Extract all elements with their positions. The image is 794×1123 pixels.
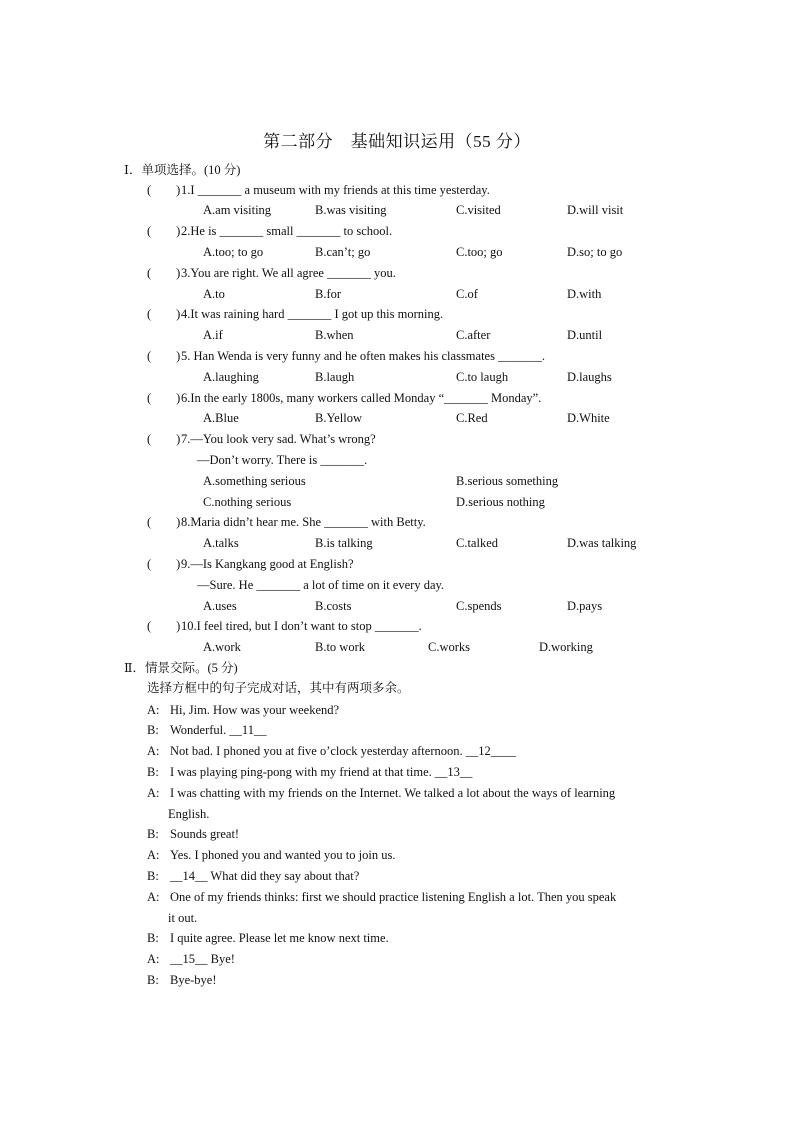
question-5 [147, 346, 545, 366]
option-b: B.serious something [456, 474, 559, 488]
option-c: C.to laugh [456, 370, 509, 384]
dialogue-text: One of my friends thinks: first we should practice listening English a lot. Then you speak [170, 890, 617, 904]
option-b: B.when [315, 328, 354, 342]
section-1-heading: Ⅰ．单项选择。(10 分) [124, 163, 241, 177]
answer-blank-14: __14__ [170, 869, 208, 883]
speaker-label: A: [147, 703, 160, 717]
question-stem: 10.I feel tired, but I don’t want to stop _______. [181, 619, 422, 633]
dialogue-continuation: it out. [168, 911, 198, 925]
section-2-instruction: 选择方框中的句子完成对话，其中有两项多余。 [147, 681, 410, 695]
question-stem-reply: —Sure. He _______ a lot of time on it every day. [197, 578, 445, 592]
option-a: A.too; to go [203, 245, 264, 259]
question-9 [147, 554, 354, 574]
dialogue-line [0, 762, 794, 782]
speaker-label: B: [147, 723, 159, 737]
option-a: A.to [203, 287, 225, 301]
dialogue-line [0, 949, 794, 969]
speaker-label: A: [147, 952, 160, 966]
question-1 [147, 180, 490, 200]
question-stem: 9.—Is Kangkang good at English? [181, 557, 354, 571]
answer-blank-11: __11__ [229, 723, 267, 737]
option-c: C.Red [456, 411, 488, 425]
dialogue-text: Sounds great! [170, 827, 240, 841]
option-d: D.will visit [567, 203, 624, 217]
question-2 [147, 221, 392, 241]
dialogue-text: Bye-bye! [170, 973, 217, 987]
dialogue-text: What did they say about that? [207, 869, 360, 883]
option-b: B.Yellow [315, 411, 363, 425]
answer-bracket: ( ) [147, 557, 181, 571]
page-title: 第二部分 基础知识运用（55 分） [263, 132, 531, 151]
dialogue-text: I was chatting with my friends on the Internet. We talked a lot about the ways of learning [170, 786, 616, 800]
option-b: B.was visiting [315, 203, 387, 217]
speaker-label: A: [147, 786, 160, 800]
speaker-label: B: [147, 765, 159, 779]
answer-blank-12: __12____ [465, 744, 516, 758]
dialogue-line [0, 970, 794, 990]
speaker-label: A: [147, 744, 160, 758]
option-c: C.spends [456, 599, 502, 613]
option-d: D.laughs [567, 370, 612, 384]
answer-bracket: ( ) [147, 391, 181, 405]
option-a: A.talks [203, 536, 239, 550]
option-d: D.working [539, 640, 593, 654]
option-b: B.is talking [315, 536, 373, 550]
question-stem: 7.—You look very sad. What’s wrong? [181, 432, 376, 446]
question-stem: 6.In the early 1800s, many workers called Monday “_______ Monday”. [181, 391, 542, 405]
answer-bracket: ( ) [147, 619, 181, 633]
speaker-label: B: [147, 869, 159, 883]
option-c: C.works [428, 640, 471, 654]
option-b: B.laugh [315, 370, 355, 384]
dialogue-line [0, 845, 794, 865]
option-d: D.White [567, 411, 610, 425]
dialogue-text: Yes. I phoned you and wanted you to join us. [170, 848, 396, 862]
option-a: A.if [203, 328, 223, 342]
option-a: A.laughing [203, 370, 259, 384]
answer-bracket: ( ) [147, 183, 181, 197]
option-c: C.visited [456, 203, 501, 217]
dialogue-line [0, 700, 794, 720]
option-a: A.uses [203, 599, 237, 613]
question-3 [147, 263, 396, 283]
speaker-label: B: [147, 973, 159, 987]
option-c: C.of [456, 287, 478, 301]
dialogue-text: I was playing ping-pong with my friend at that time. [170, 765, 435, 779]
option-d: D.until [567, 328, 603, 342]
speaker-label: B: [147, 931, 159, 945]
option-c: C.talked [456, 536, 499, 550]
dialogue-line [0, 741, 794, 761]
question-stem: 8.Maria didn’t hear me. She _______ with Betty. [181, 515, 426, 529]
dialogue-line [0, 824, 794, 844]
dialogue-text: Hi, Jim. How was your weekend? [170, 703, 340, 717]
answer-bracket: ( ) [147, 224, 181, 238]
question-stem: 5. Han Wenda is very funny and he often makes his classmates _______. [181, 349, 545, 363]
dialogue-text: I quite agree. Please let me know next time. [170, 931, 389, 945]
option-c: C.too; go [456, 245, 503, 259]
answer-blank-15: __15__ [170, 952, 208, 966]
answer-blank-13: __13__ [434, 765, 473, 779]
question-stem: 4.It was raining hard _______ I got up this morning. [181, 307, 444, 321]
question-stem: 3.You are right. We all agree _______ you. [181, 266, 396, 280]
answer-bracket: ( ) [147, 349, 181, 363]
question-8 [147, 512, 426, 532]
option-b: B.costs [315, 599, 352, 613]
option-d: D.serious nothing [456, 495, 545, 509]
dialogue-line [0, 720, 794, 740]
question-stem: 2.He is _______ small _______ to school. [181, 224, 393, 238]
question-stem: 1.I _______ a museum with my friends at this time yesterday. [181, 183, 490, 197]
option-a: A.work [203, 640, 241, 654]
speaker-label: A: [147, 848, 160, 862]
dialogue-text: Bye! [207, 952, 235, 966]
answer-bracket: ( ) [147, 307, 181, 321]
dialogue-text: Not bad. I phoned you at five o’clock yesterday afternoon. [170, 744, 466, 758]
option-d: D.pays [567, 599, 603, 613]
question-7 [147, 429, 376, 449]
dialogue-line [0, 887, 794, 907]
dialogue-line [0, 866, 794, 886]
option-a: A.Blue [203, 411, 239, 425]
dialogue-continuation: English. [168, 807, 210, 821]
speaker-label: A: [147, 890, 160, 904]
question-4 [147, 304, 443, 324]
answer-bracket: ( ) [147, 432, 181, 446]
option-b: B.to work [315, 640, 365, 654]
dialogue-text: Wonderful. [170, 723, 230, 737]
section-2-heading: Ⅱ．情景交际。(5 分) [124, 661, 238, 675]
option-a: A.am visiting [203, 203, 272, 217]
question-6 [147, 388, 541, 408]
option-a: A.something serious [203, 474, 306, 488]
answer-bracket: ( ) [147, 515, 181, 529]
option-c: C.nothing serious [203, 495, 292, 509]
option-d: D.with [567, 287, 602, 301]
option-c: C.after [456, 328, 491, 342]
option-d: D.so; to go [567, 245, 623, 259]
answer-bracket: ( ) [147, 266, 181, 280]
dialogue-line [0, 783, 794, 803]
option-b: B.can’t; go [315, 245, 371, 259]
dialogue-line [0, 928, 794, 948]
question-stem-reply: —Don’t worry. There is _______. [197, 453, 368, 467]
option-d: D.was talking [567, 536, 637, 550]
speaker-label: B: [147, 827, 159, 841]
question-10 [147, 616, 422, 636]
option-b: B.for [315, 287, 342, 301]
